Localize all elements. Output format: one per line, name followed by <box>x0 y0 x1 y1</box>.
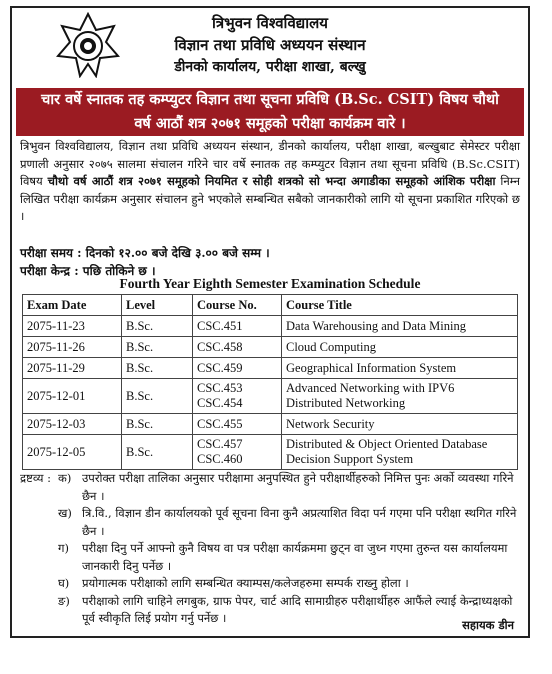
col-course-title: Course Title <box>282 295 518 316</box>
cell-date: 2075-11-23 <box>23 316 122 337</box>
exam-center: परीक्षा केन्द्र : पछि तोकिने छ । <box>20 264 156 278</box>
col-course-no: Course No. <box>193 295 282 316</box>
title-line-2: Distributed Networking <box>286 396 406 410</box>
header-university: त्रिभुवन विश्वविद्यालय <box>212 14 328 32</box>
header-institute: विज्ञान तथा प्रविधि अध्ययन संस्थान <box>174 36 366 54</box>
exam-meta <box>20 244 270 280</box>
col-exam-date: Exam Date <box>23 295 122 316</box>
note-text: उपरोक्त परीक्षा तालिका अनुसार परीक्षामा अनुपस्थित हुने परीक्षार्थीहरुको निमित्त पुनः अर्को व्यवस्था गरिने छैन । <box>82 471 514 503</box>
body-text-start: त्रिभुवन विश्वविद्यालय, विज्ञान तथा प्रविधि अध्ययन संस्थान, डीनको कार्यालय, परीक्षा शाखा, बल्खुबाट सेमेस्टर परीक्षा प्रणाली अनुसार २०७५ सालमा संचालन गरिने चार वर्षे स्नातक तह कम्प्युटर विज्ञान तथा सूचना प्रविधि (B.Sc.CSIT) विषय <box>20 139 520 188</box>
notice-body <box>20 138 520 226</box>
table-row <box>23 316 518 337</box>
cell-course-no: CSC.459 <box>193 358 282 379</box>
cell-course-no <box>193 379 282 414</box>
table-row <box>23 337 518 358</box>
note-mark: ङ) <box>58 593 70 608</box>
cell-date: 2075-12-01 <box>23 379 122 414</box>
cell-level: B.Sc. <box>122 435 193 470</box>
title-line-1: Distributed & Object Oriented Database <box>286 437 488 451</box>
cell-level: B.Sc. <box>122 379 193 414</box>
table-row <box>23 435 518 470</box>
note-item <box>20 575 520 593</box>
cell-title: Data Warehousing and Data Mining <box>282 316 518 337</box>
note-item <box>20 470 520 505</box>
notes-section <box>20 470 520 628</box>
note-mark: घ) <box>58 576 70 590</box>
cell-level: B.Sc. <box>122 316 193 337</box>
notice-header <box>12 8 528 88</box>
cell-course-no: CSC.455 <box>193 414 282 435</box>
note-item <box>20 593 520 628</box>
notice-frame <box>10 6 530 638</box>
note-text: परीक्षाको लागि चाहिने लगबुक, ग्राफ पेपर, चार्ट आदि सामाग्रीहरु परीक्षार्थीहरु आफैंले ल्याई केन्द्राध्यक्षको पूर्व स्वीकृति लिई प्रयोग गर्नु पर्नेछ । <box>82 593 513 625</box>
body-text-bold: चौथो वर्ष आठौं शत्र २०७१ समूहको नियमित र सोही शत्रको सो भन्दा अगाडीका समूहको आंशिक परीक्षा <box>47 174 496 188</box>
title-line-1: Advanced Networking with IPV6 <box>286 381 455 395</box>
note-text: प्रयोगात्मक परीक्षाको लागि सम्बन्धित क्याम्पस/कलेजहरुमा सम्पर्क राख्नु होला । <box>82 576 409 590</box>
schedule-title: Fourth Year Eighth Semester Examination Schedule <box>119 276 421 291</box>
title-line-2: Decision Support System <box>286 452 414 466</box>
course-no-line-2: CSC.460 <box>197 452 243 466</box>
cell-title: Cloud Computing <box>282 337 518 358</box>
banner-line-1: चार वर्षे स्नातक तह कम्प्युटर विज्ञान तथा सूचना प्रविधि (B.Sc. CSIT) विषय चौथो <box>41 91 499 108</box>
cell-course-no <box>193 435 282 470</box>
table-row <box>23 358 518 379</box>
note-mark: ख) <box>58 506 72 520</box>
table-row <box>23 414 518 435</box>
cell-date: 2075-11-26 <box>23 337 122 358</box>
cell-course-no: CSC.451 <box>193 316 282 337</box>
course-no-line-2: CSC.454 <box>197 396 243 410</box>
note-text: त्रि.वि., विज्ञान डीन कार्यालयको पूर्व सूचना विना कुनै अप्रत्याशित विदा पर्न गएमा पनि परीक्षा स्थगित गरिने छैन । <box>82 506 517 538</box>
cell-level: B.Sc. <box>122 337 193 358</box>
note-mark: क) <box>58 471 72 485</box>
schedule-table <box>22 294 518 470</box>
cell-title <box>282 379 518 414</box>
body-text-end: निम्न लिखित परीक्षा कार्यक्रम अनुसार संचालन हुने भएकोले सम्बन्धित सबैको जानकारीको लागि यो सूचना प्रकाशित गरिएको छ । <box>20 174 521 223</box>
header-office: डीनको कार्यालय, परीक्षा शाखा, बल्खु <box>174 59 366 75</box>
table-header-row <box>23 295 518 316</box>
table-row <box>23 379 518 414</box>
banner-line-2: वर्ष आठौं शत्र २०७१ समूहको परीक्षा कार्यक्रम वारे । <box>134 115 406 132</box>
cell-date: 2075-11-29 <box>23 358 122 379</box>
cell-title <box>282 435 518 470</box>
col-level: Level <box>122 295 193 316</box>
notes-lead: द्रष्टव्य : <box>20 471 51 485</box>
signature: सहायक डीन <box>462 618 514 632</box>
cell-date: 2075-12-03 <box>23 414 122 435</box>
course-no-line-1: CSC.457 <box>197 437 243 451</box>
cell-date: 2075-12-05 <box>23 435 122 470</box>
cell-course-no: CSC.458 <box>193 337 282 358</box>
course-no-line-1: CSC.453 <box>197 381 243 395</box>
note-item <box>20 540 520 575</box>
cell-level: B.Sc. <box>122 358 193 379</box>
note-mark: ग) <box>58 541 69 555</box>
cell-title: Geographical Information System <box>282 358 518 379</box>
exam-time: परीक्षा समय : दिनको १२.०० बजे देखि ३.०० बजे सम्म । <box>20 246 270 260</box>
notice-subject-banner <box>16 88 524 136</box>
cell-title: Network Security <box>282 414 518 435</box>
note-item <box>20 505 520 540</box>
note-text: परीक्षा दिनु पर्ने आफ्नो कुनै विषय वा पत्र परीक्षा कार्यक्रममा छुट्न वा जुध्न गएमा तुरुन्त यस कार्यालयमा जानकारी दिनु पर्नेछ । <box>82 541 508 573</box>
cell-level: B.Sc. <box>122 414 193 435</box>
